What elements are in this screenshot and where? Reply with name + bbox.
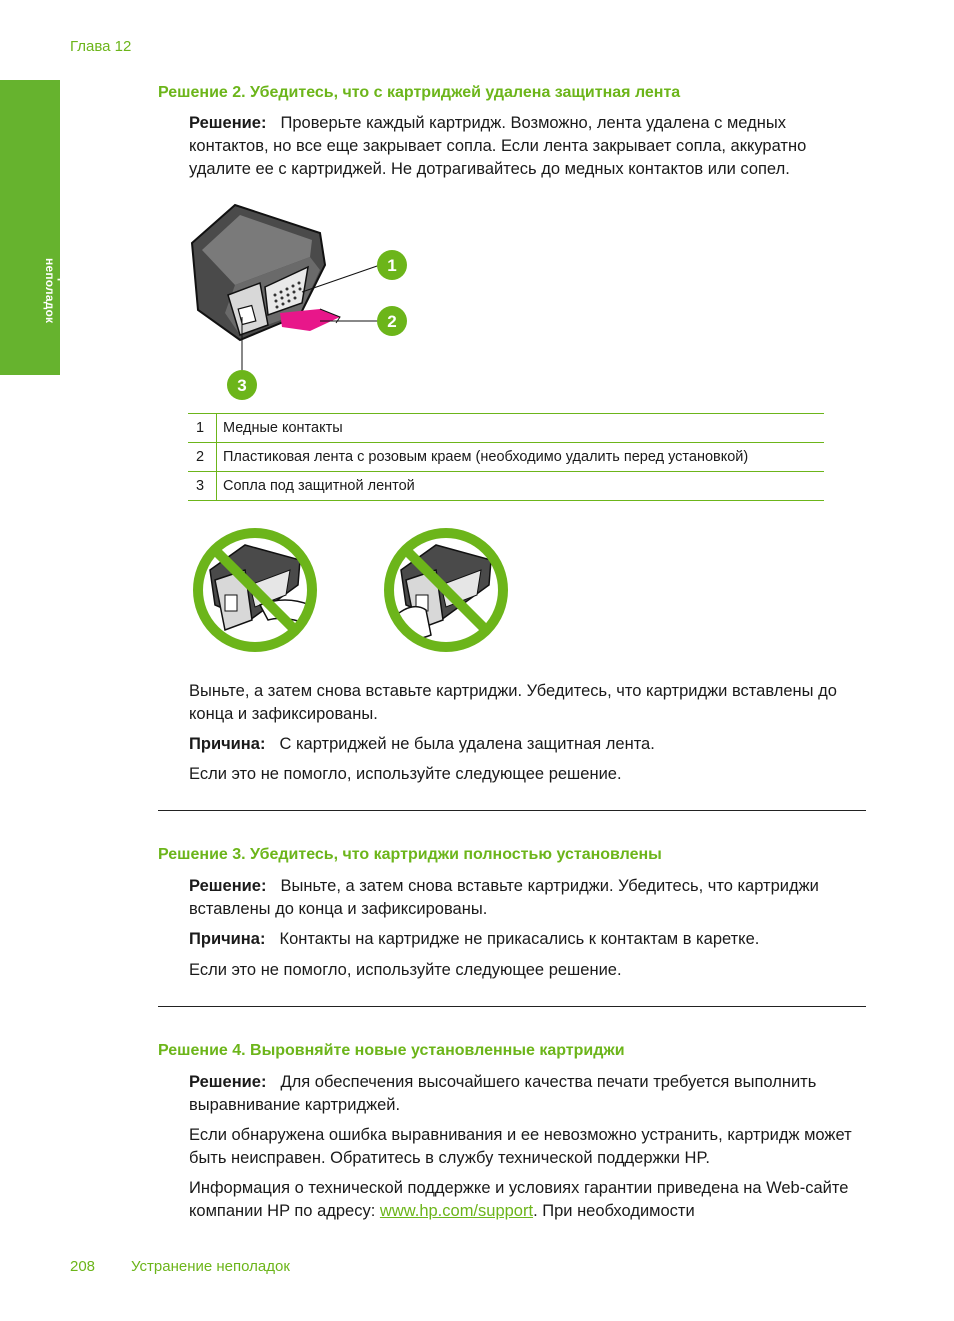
solution4-para2: Если обнаружена ошибка выравнивания и ее невозможно устранить, картридж может быть неисправен. Обратитесь в службу технической поддержки HP.	[189, 1126, 852, 1167]
legend-text: Сопла под защитной лентой	[217, 472, 825, 501]
solution3-cause	[189, 928, 869, 951]
cartridge-illustration	[180, 195, 420, 405]
legend-table	[188, 413, 824, 501]
section-divider	[158, 1006, 866, 1007]
solution3-next: Если это не помогло, используйте следующее решение.	[189, 961, 622, 979]
solution4-text	[189, 1071, 869, 1117]
chapter-label: Глава 12	[70, 38, 132, 55]
para3-text-end: . При необходимости	[533, 1202, 695, 1220]
protective-tape	[280, 309, 340, 331]
solution-label: Решение:	[189, 114, 267, 132]
hp-support-link[interactable]: www.hp.com/support	[379, 1202, 534, 1220]
solution-text: Выньте, а затем снова вставьте картриджи. Убедитесь, что картриджи вставлены до конца и зафиксированы.	[189, 877, 819, 918]
solution3-text	[189, 875, 869, 921]
legend-row	[188, 414, 824, 443]
legend-row	[188, 472, 824, 501]
side-tab-label: Устранение неполадок	[43, 258, 71, 329]
legend-num: 2	[188, 443, 217, 472]
para3-text: Информация о технической поддержке и условиях гарантии приведена на Web-сайте компании HP по адресу:	[189, 1179, 849, 1220]
legend-row	[188, 443, 824, 472]
solution2-heading: Решение 2. Убедитесь, что с картриджей удалена защитная лента	[158, 84, 681, 101]
do-not-touch-nozzles-icon	[381, 525, 511, 655]
solution2-after-text: Выньте, а затем снова вставьте картриджи. Убедитесь, что картриджи вставлены до конца и зафиксированы.	[189, 682, 837, 723]
cause-label: Причина:	[189, 735, 266, 753]
side-tab	[0, 80, 71, 375]
legend-num: 3	[188, 472, 217, 501]
page-number: 208	[70, 1258, 96, 1275]
solution4-heading: Решение 4. Выровняйте новые установленные картриджи	[158, 1042, 625, 1059]
callout-1-label: 1	[387, 256, 397, 275]
solution2-text	[189, 112, 869, 181]
solution-text: Проверьте каждый картридж. Возможно, лента удалена с медных контактов, но все еще закрывает сопла. Если лента закрывает сопла, аккуратно удалите ее с картриджей. Не дотрагивайтесь до медных контактов или сопел.	[189, 114, 807, 178]
solution-text: Для обеспечения высочайшего качества печати требуется выполнить выравнивание картриджей.	[189, 1073, 817, 1114]
solution-label: Решение:	[189, 1073, 267, 1091]
solution-label: Решение:	[189, 877, 267, 895]
solution3-heading: Решение 3. Убедитесь, что картриджи полностью установлены	[158, 846, 662, 863]
solution4-para3	[189, 1177, 869, 1223]
cause-text: Контакты на картридже не прикасались к контактам в каретке.	[279, 930, 760, 948]
callout-3-label: 3	[237, 376, 247, 395]
footer-section-title: Устранение неполадок	[131, 1258, 290, 1275]
cause-text: С картриджей не была удалена защитная лента.	[279, 735, 655, 753]
callout-2-label: 2	[387, 312, 397, 331]
legend-text: Пластиковая лента с розовым краем (необходимо удалить перед установкой)	[217, 443, 825, 472]
solution2-cause	[189, 733, 869, 756]
section-divider	[158, 810, 866, 811]
legend-text: Медные контакты	[217, 414, 825, 443]
legend-num: 1	[188, 414, 217, 443]
solution2-next: Если это не помогло, используйте следующее решение.	[189, 765, 622, 783]
cause-label: Причина:	[189, 930, 266, 948]
do-not-touch-contacts-icon	[190, 525, 320, 655]
